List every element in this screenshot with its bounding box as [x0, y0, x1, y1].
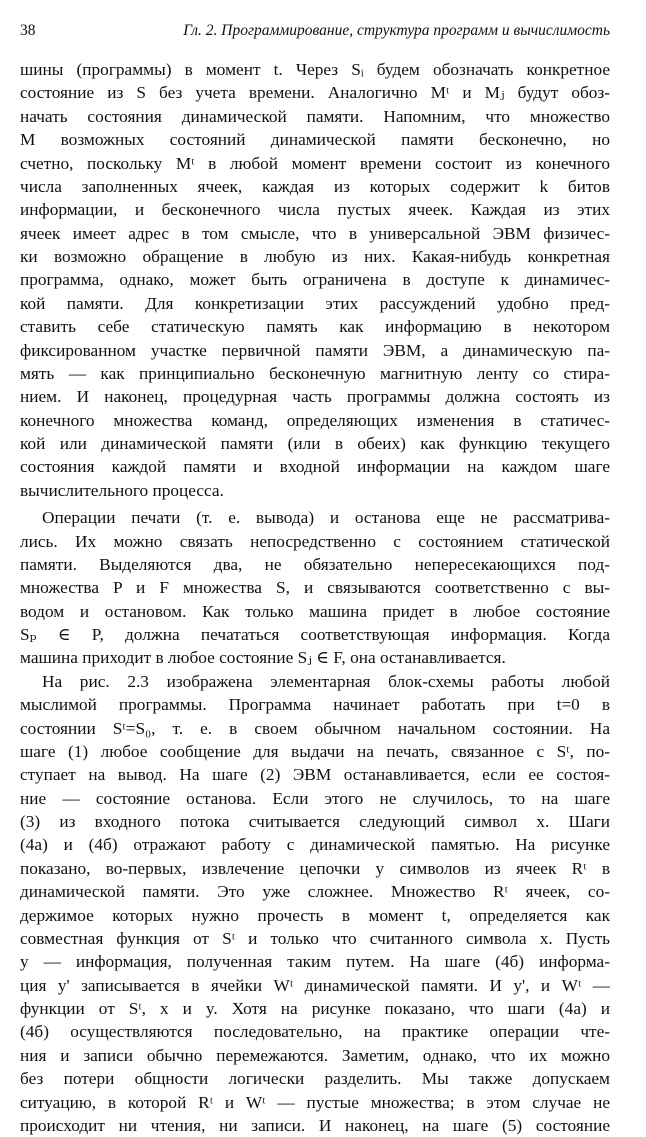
text-line: лись. Их можно связать непосредственно с состоянием статической [20, 531, 610, 551]
text-line: ки возможно обращение в любую из них. Какая-нибудь конкретная [20, 247, 610, 266]
text-line: ячеек имеет адрес в том смысле, что в универсальной ЭВМ физичес- [20, 223, 610, 243]
text-line: происходит ни чтения, ни записи. И наконец, на шаге (5) состояние [20, 1115, 610, 1135]
text-line: (3) из входного потока считывается следующий символ x. Шаги [20, 812, 610, 831]
text-line: y — информация, полученная таким путем. На шаге (4б) информа- [20, 952, 610, 972]
text-line: Операции печати (т. е. вывода) и останова еще не рассматрива- [42, 508, 610, 528]
text-line: мыслимой программы. Программа начинает работать при t=0 в [20, 695, 610, 715]
text-line: (4а) и (4б) отражают работу с динамической памятью. На рисунке [20, 835, 610, 855]
text-line: счетно, поскольку Mᵗ в любой момент времени состоит из конечного [20, 153, 610, 173]
text-line: ние — состояние останова. Если этого не случилось, то на шаге [20, 788, 610, 808]
text-line: кой или динамической памяти (или в обеих) как функцию текущего [20, 434, 610, 453]
page-number: 38 [20, 22, 36, 39]
text-line: кой памяти. Для конкретизации этих рассуждений удобно пред- [20, 293, 610, 313]
text-line: множества P и F множества S, и связываются соответственно с вы- [20, 578, 610, 598]
text-line: вычислительного процесса. [20, 480, 224, 500]
text-line: машина приходит в любое состояние Sⱼ ∈ F, она останавливается. [20, 648, 506, 668]
text-line: состоянии Sᵗ=S₀, т. е. в своем обычном начальном состоянии. На [20, 718, 610, 738]
text-line: На рис. 2.3 изображена элементарная блок-схемы работы любой [42, 671, 610, 691]
running-head: Гл. 2. Программирование, структура программ и вычислимость [183, 22, 610, 39]
text-line: ция y' записывается в ячейки Wᵗ динамической памяти. И y', и Wᵗ — [20, 975, 610, 995]
text-line: числа заполненных ячеек, каждая из которых содержит k битов [20, 176, 610, 196]
text-line: начать состояния динамической памяти. Напомним, что множество [20, 106, 610, 126]
text-line: состояние из S без учета времени. Аналогично Mᵗ и Mⱼ будут обоз- [20, 83, 610, 103]
text-line: (4б) осуществляются последовательно, на практике операции чте- [20, 1022, 610, 1042]
text-line: программа, однако, может быть ограничена в доступе к динамичес- [20, 270, 610, 290]
text-line: информации, и бесконечного числа пустых ячеек. Каждая из этих [20, 200, 610, 220]
text-line: памяти. Выделяются два, не обязательно непересекающихся под- [20, 554, 610, 574]
text-line: ния и записи обычно перемежаются. Заметим, однако, что их можно [20, 1045, 610, 1065]
text-line: держимое которых нужно прочесть в момент t, определяется как [20, 905, 610, 925]
text-line: водом и остановом. Как только машина придет в любое состояние [20, 601, 610, 621]
page-header [20, 22, 610, 44]
body-text [20, 58, 610, 1137]
text-line: нием. И наконец, процедурная часть программы должна состоять из [20, 387, 610, 407]
text-line: фиксированном участке первичной памяти ЭВМ, а динамическую па- [20, 340, 610, 360]
text-line: ситуацию, в которой Rᵗ и Wᵗ — пустые множества; в этом случае не [20, 1092, 610, 1112]
text-line: динамической памяти. Это уже сложнее. Множество Rᵗ ячеек, со- [20, 882, 610, 902]
text-line: ступает на вывод. На шаге (2) ЭВМ останавливается, если ее состоя- [20, 765, 610, 785]
text-line: Sₚ ∈ P, должна печататься соответствующая информация. Когда [20, 625, 610, 644]
text-line: ставить себе статическую память как информацию в некотором [20, 317, 610, 337]
text-line: шины (программы) в момент t. Через Sᵢ будем обозначать конкретное [20, 60, 610, 79]
text-line: M возможных состояний динамической памяти бесконечно, но [20, 130, 610, 150]
text-line: конечного множества команд, определяющих изменения в статичес- [20, 410, 610, 430]
text-line: состояния каждой памяти и входной информации на каждом шаге [20, 457, 610, 477]
text-line: мять — как принципиально бесконечную магнитную ленту со стира- [20, 363, 610, 383]
text-line: без потери общности логически разделить. Мы также допускаем [20, 1069, 610, 1089]
text-line: функции от Sᵗ, x и y. Хотя на рисунке показано, что шаги (4а) и [20, 999, 610, 1018]
text-line: показано, во-первых, извлечение цепочки y символов из ячеек Rᵗ в [20, 858, 610, 878]
text-line: совместная функция от Sᵗ и только что считанного символа x. Пусть [20, 928, 610, 948]
text-line: шаге (1) любое сообщение для выдачи на печать, связанное с Sᵗ, по- [20, 741, 610, 761]
